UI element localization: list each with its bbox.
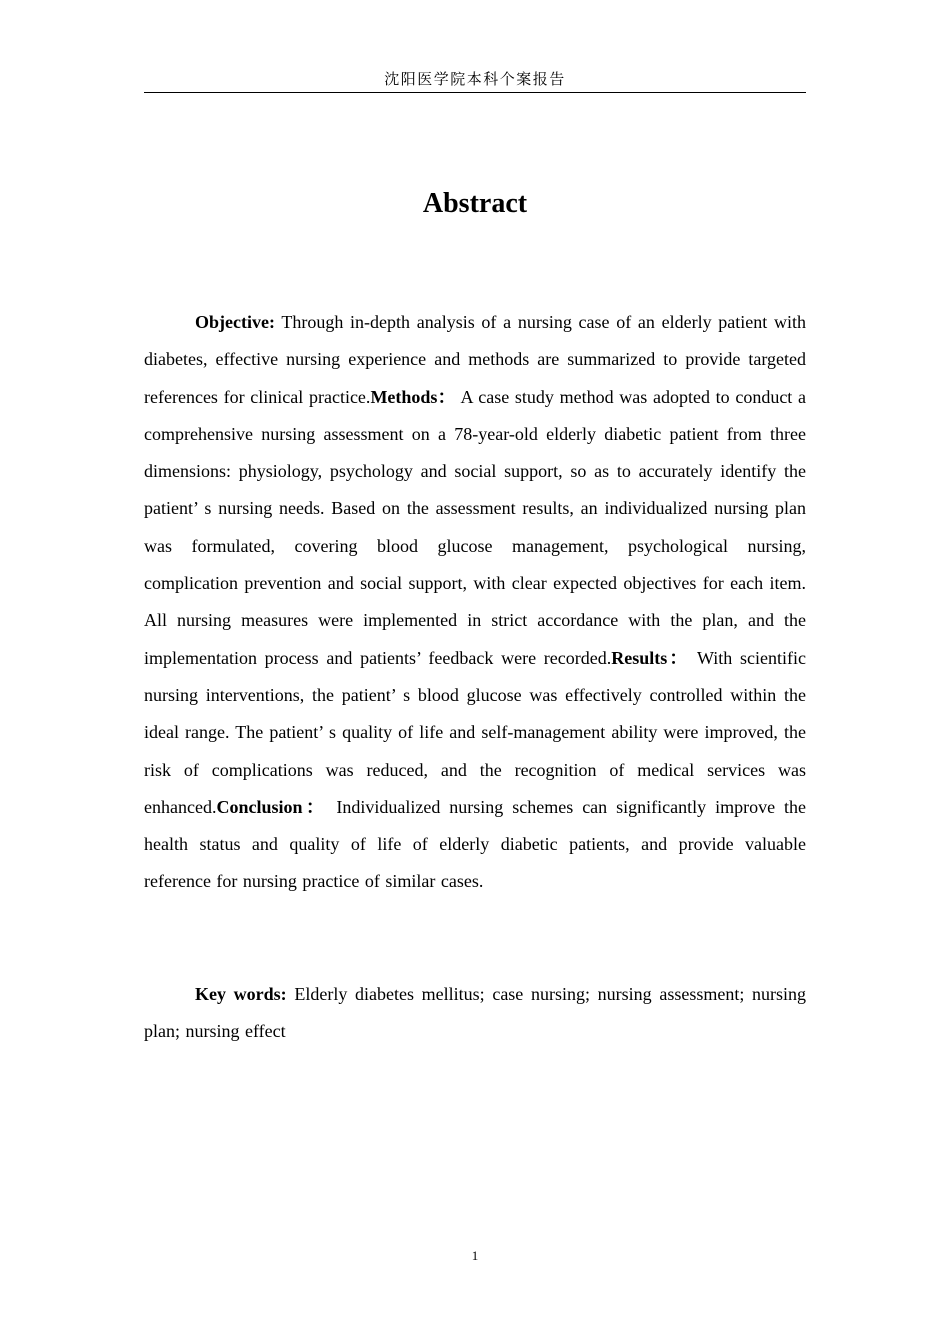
abstract-title: Abstract xyxy=(422,188,528,219)
methods-text: A case study method was adopted to conduct a comprehensive nursing assessment on a 78-year-old elderly diabetic patient from three dimensions: physiology, psychology and social support, so as to accurately identify the patient’ s nursing needs. Based on the assessment results, an individualized nursing plan was formulated, covering blood glucose management, psychological nursing, complication prevention and social support, with clear expected objectives for each item. All nursing measures were implemented in strict accordance with the plan, and the implementation process and patients’ feedback were recorded. xyxy=(144,386,806,668)
keywords-paragraph xyxy=(144,976,806,1051)
results-text: With scientific nursing interventions, the patient’ s blood glucose was effectively controlled within the ideal range. The patient’ s quality of life and self-management ability were improved, the risk of complications was reduced, and the recognition of medical services was enhanced. xyxy=(144,647,806,817)
page-header xyxy=(144,66,806,93)
methods-label: Methods： xyxy=(370,386,456,407)
keywords-text: Elderly diabetes mellitus; case nursing; nursing assessment; nursing plan; nursing effect xyxy=(144,984,806,1042)
results-label: Results： xyxy=(611,647,690,668)
header-title: 沈阳医学院本科个案报告 xyxy=(384,70,566,88)
conclusion-label: Conclusion： xyxy=(216,796,328,817)
conclusion-text: Individualized nursing schemes can significantly improve the health status and quality of life of elderly diabetic patients, and provide valuable reference for nursing practice of similar cases. xyxy=(144,796,806,892)
keywords-label: Key words: xyxy=(195,984,287,1004)
objective-text: Through in-depth analysis of a nursing case of an elderly patient with diabetes, effective nursing experience and methods are summarized to provide targeted references for clinical practice. xyxy=(144,312,806,407)
page-number: 1 xyxy=(471,1248,479,1263)
objective-label: Objective: xyxy=(195,312,275,332)
abstract-paragraph xyxy=(144,304,806,901)
